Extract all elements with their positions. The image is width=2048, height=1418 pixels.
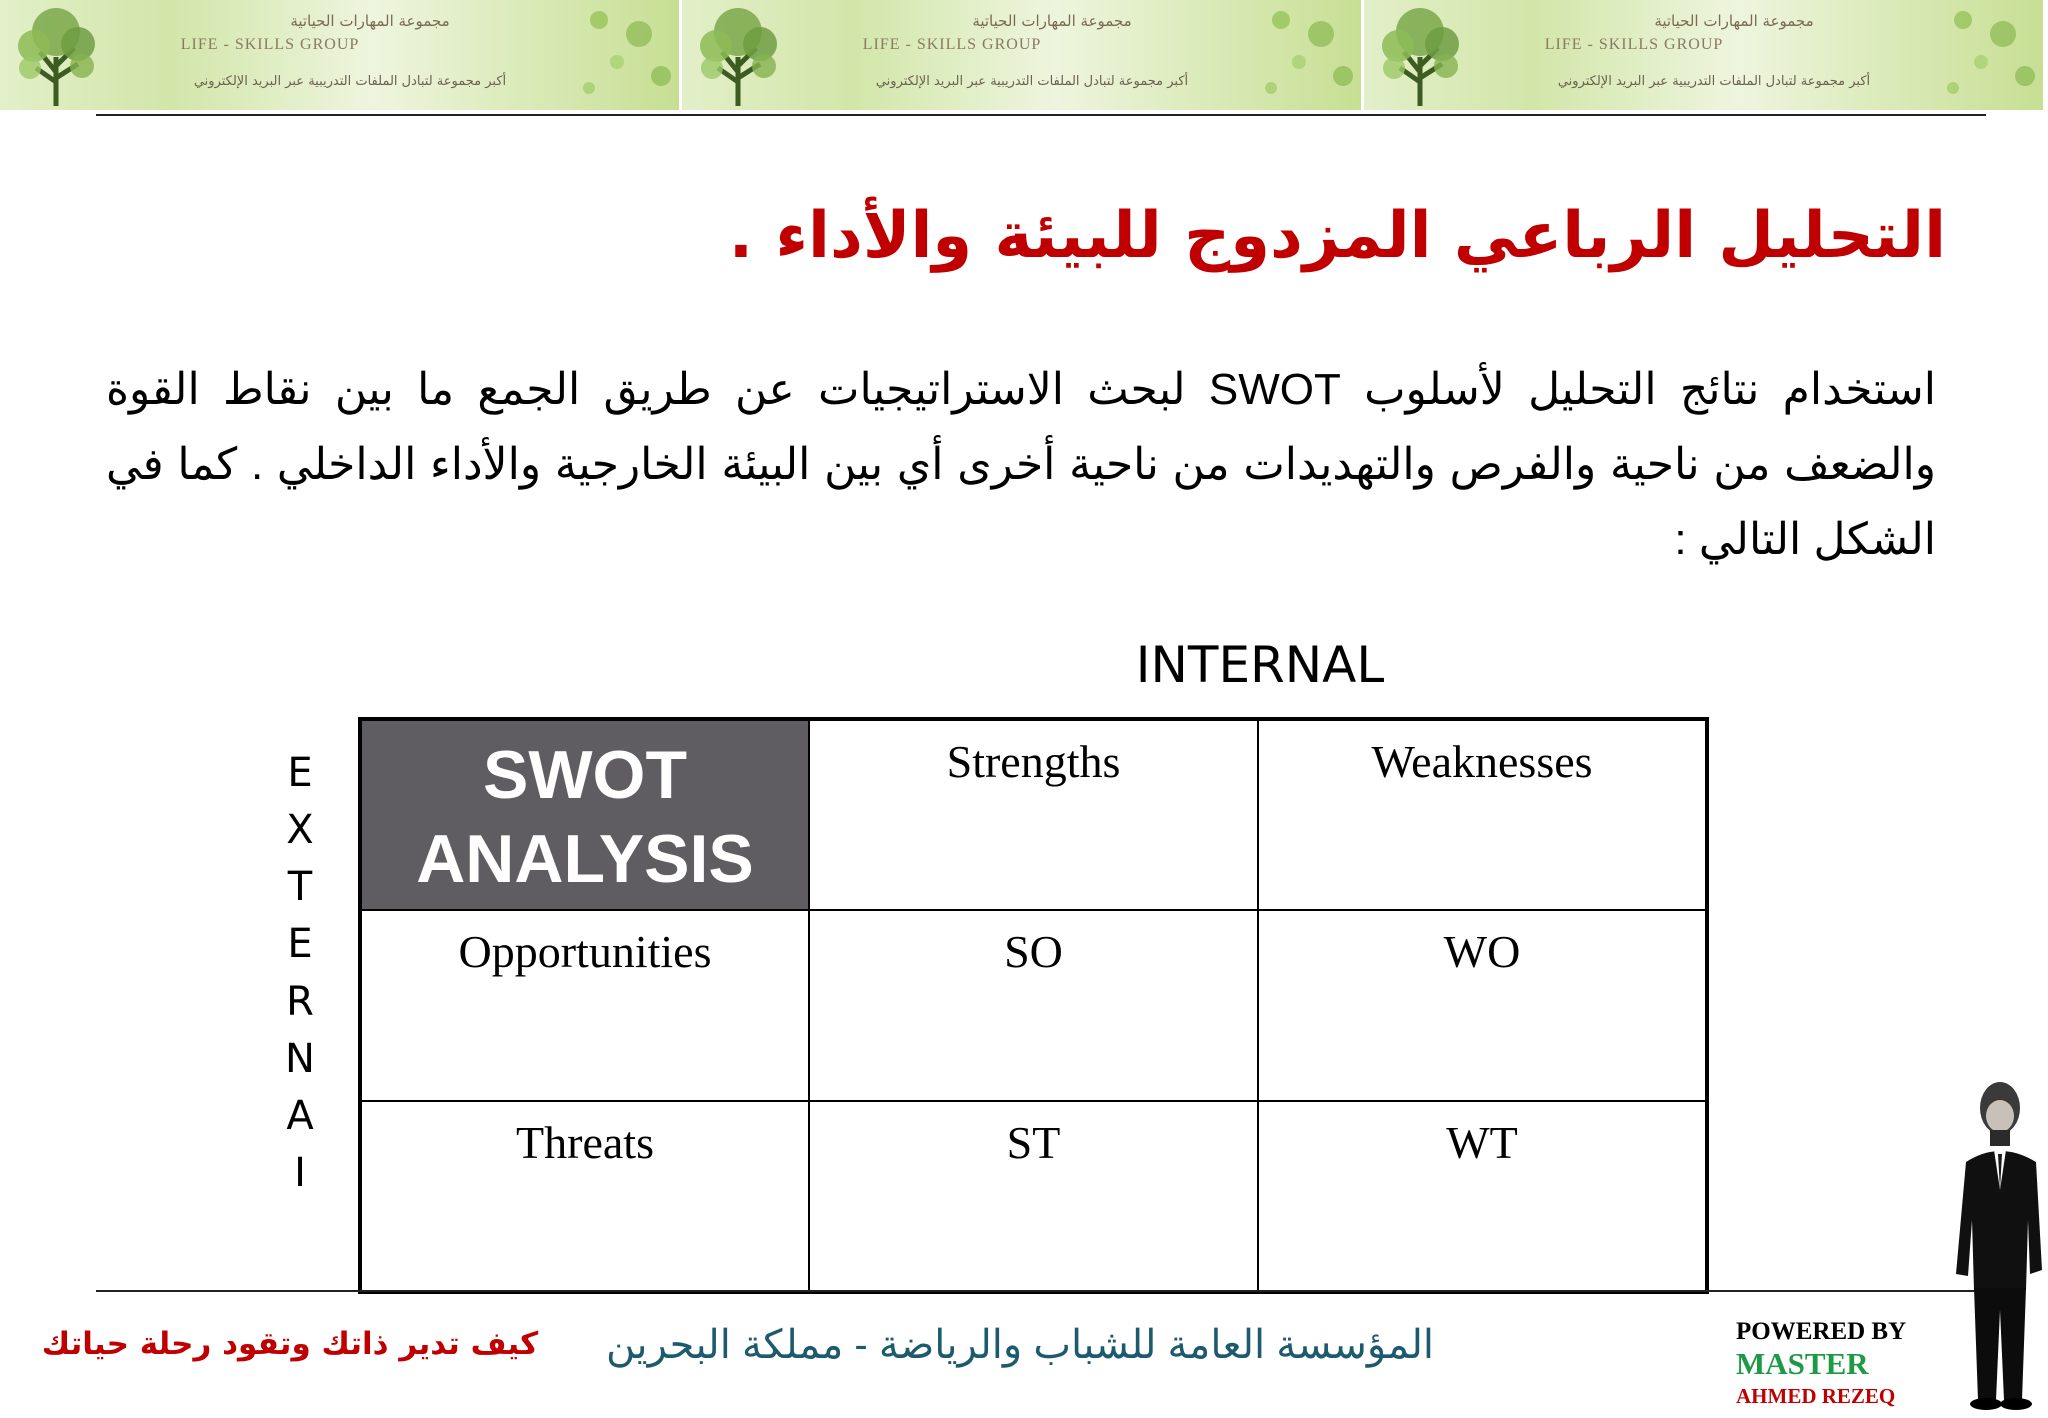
banner-arabic-title: مجموعة المهارات الحياتية [972,12,1132,30]
weaknesses-header-cell: Weaknesses [1258,719,1707,910]
banner-arabic-title: مجموعة المهارات الحياتية [1654,12,1814,30]
leaf-dots-icon [1933,0,2043,110]
swot-cell-line1: SWOT [483,737,687,813]
footer-organization: المؤسسة العامة للشباب والرياضة - مملكة البحرين [605,1323,1434,1367]
banner-english-title: LIFE - SKILLS GROUP [862,36,1042,53]
external-letter: A [286,1092,314,1139]
footer-slogan: كيف تدير ذاتك وتقود رحلة حياتك [41,1326,539,1362]
external-letter: N [285,1035,315,1082]
leaf-dots-icon [1251,0,1361,110]
swot-cell-line2: ANALYSIS [416,821,754,897]
swot-analysis-cell [360,719,809,910]
header-banner [0,0,682,110]
internal-axis-label: INTERNAL [1135,636,1385,694]
external-letter: E [287,750,313,796]
banner-english-title: LIFE - SKILLS GROUP [180,36,360,53]
tree-icon [1370,2,1470,108]
header-banner [682,0,1364,110]
businessman-figure-icon [1938,1070,2048,1415]
matrix-row [360,910,1707,1101]
external-axis-label [270,748,330,1198]
banner-arabic-subtitle: أكبر مجموعة لتبادل الملفات التدريبية عبر البريد الإلكتروني [1557,74,1871,89]
threats-row-label: Threats [360,1101,809,1292]
banner-arabic-subtitle: أكبر مجموعة لتبادل الملفات التدريبية عبر البريد الإلكتروني [875,74,1189,89]
external-letter: E [287,921,313,968]
st-cell: ST [809,1101,1258,1292]
header-banner [1364,0,2046,110]
swot-matrix [358,717,1709,1294]
leaf-dots-icon [569,0,679,110]
banner-english-title: LIFE - SKILLS GROUP [1544,36,1724,53]
powered-by-label: POWERED BY [1736,1318,1907,1345]
external-letter: T [287,864,313,911]
opportunities-row-label: Opportunities [360,910,809,1101]
so-cell: SO [809,910,1258,1101]
top-divider [96,114,1986,116]
banner-arabic-title: مجموعة المهارات الحياتية [290,12,450,30]
slide-title: التحليل الرباعي المزدوج للبيئة والأداء . [728,199,1946,273]
strengths-header-cell: Strengths [809,719,1258,910]
external-letter: R [286,978,314,1025]
banner-arabic-subtitle: أكبر مجموعة لتبادل الملفات التدريبية عبر البريد الإلكتروني [193,74,507,89]
matrix-row [360,1101,1707,1292]
bottom-divider [96,1290,1986,1292]
wo-cell: WO [1258,910,1707,1101]
tree-icon [688,2,788,108]
matrix-header-row [360,719,1707,910]
external-letter: I [294,1149,306,1196]
wt-cell: WT [1258,1101,1707,1292]
master-label: MASTER [1736,1346,1869,1381]
tree-icon [6,2,106,108]
external-letter: X [286,807,314,854]
header-banner-row [0,0,2048,110]
author-name: AHMED REZEQ [1736,1384,1896,1408]
slide-paragraph: استخدام نتائج التحليل لأسلوب SWOT لبحث الاستراتيجيات عن طريق الجمع ما بين نقاط القوة والضعف من ناحية والفرص والتهديدات من ناحية أخرى أي بين البيئة الخارجية والأداء الداخلي . كما في الشكل التالي : [106,365,1937,564]
